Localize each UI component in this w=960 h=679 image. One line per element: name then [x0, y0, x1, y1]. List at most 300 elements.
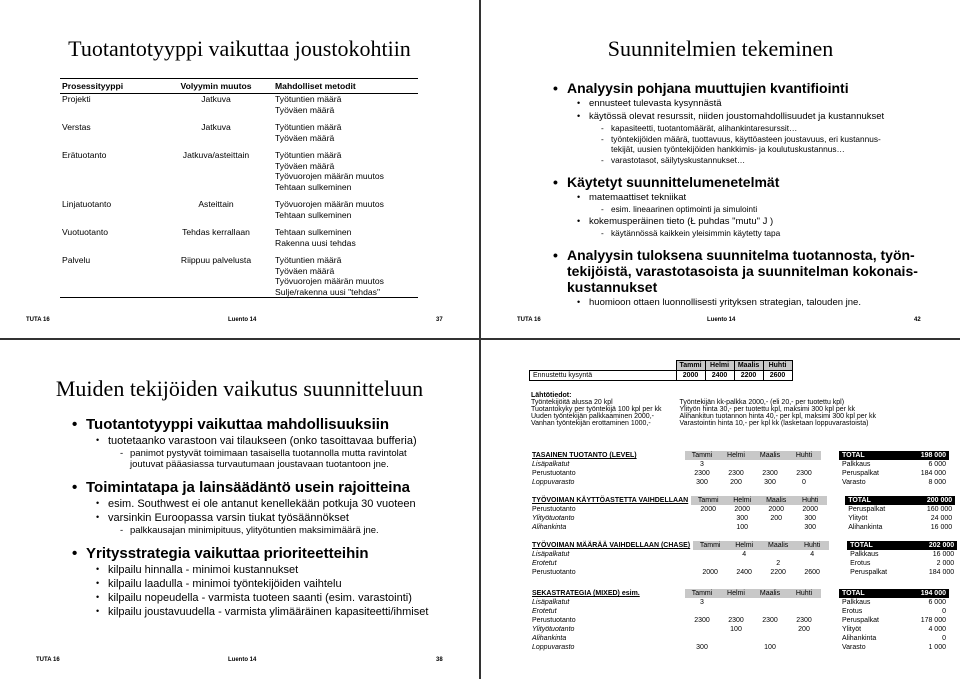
total-value: 194 000 [903, 589, 949, 598]
method-cell: Työvuorojen määrän muutos [275, 276, 384, 286]
bullet-level-2 [553, 98, 953, 109]
strategy-row [529, 460, 949, 469]
demand-value: 2000 [676, 371, 705, 381]
process-type-cell [60, 133, 159, 144]
strategy-title: TYÖVOIMAN MÄÄRÄÄ VAIHDELLAAN (CHASE) [532, 542, 691, 549]
footer-page: 42 [914, 317, 921, 323]
row-value [753, 598, 787, 607]
volume-change-cell [159, 105, 273, 116]
month-header: Tammi [691, 496, 725, 505]
strategy-block [529, 589, 949, 652]
footer-course: TUTA 16 [36, 657, 60, 663]
month-header: Tammi [693, 541, 727, 550]
row-value: 300 [696, 644, 708, 651]
row-value: 2400 [736, 569, 752, 576]
strategy-title: SEKASTRATEGIA (MIXED) esim. [532, 590, 640, 597]
volume-change-cell [159, 287, 273, 298]
bullet-text: Tuotantotyyppi vaikuttaa mahdollisuuksiin [86, 416, 390, 433]
cost-label: Erotus [842, 608, 863, 615]
total-value: 200 000 [909, 496, 955, 505]
bullet-text-cont: tekijät, uusien työntekijöiden hankkimis- ja koulutuskustannus… [611, 144, 845, 154]
row-value [795, 559, 829, 568]
method-cell: Työvuorojen määrän muutos [275, 199, 384, 209]
process-type-cell: Projekti [62, 94, 91, 104]
start-data-line: Alihankitun tuotannon hinta 40,- per kpl, maksimi 300 kpl per kk [679, 413, 876, 420]
cost-value: 184 000 [920, 470, 946, 477]
volume-change-cell [159, 276, 273, 287]
table-row [60, 210, 418, 221]
strategy-row [529, 478, 949, 487]
volume-change-cell: Asteittain [198, 199, 234, 209]
row-value: 4 [742, 551, 747, 558]
method-cell: Työtuntien määrä [275, 94, 342, 104]
row-value [685, 607, 719, 616]
volume-change-cell: Jatkuva [201, 122, 231, 132]
bullet-text: Analyysin tuloksena suunnitelma tuotannosta, työn- [567, 247, 915, 263]
bullet-level-3 [72, 448, 472, 470]
cost-label: Alihankinta [842, 635, 877, 642]
row-label: Ylityötuotanto [532, 626, 575, 633]
volume-change-cell [159, 133, 273, 144]
demand-value: 2200 [734, 371, 763, 381]
process-type-cell: Linjatuotanto [62, 199, 112, 209]
start-data-line: Ylityön hinta 30,- per tuotettu kpl, maksimi 300 kpl per kk [679, 406, 855, 413]
row-value: 2300 [796, 470, 812, 477]
month-header: Helmi [705, 361, 734, 371]
row-value: 2000 [700, 506, 716, 513]
total-label: TOTAL [847, 541, 911, 550]
method-cell: Työväen määrä [275, 104, 335, 115]
footer-lecture: Luento 14 [707, 317, 736, 323]
bullet-level-2 [72, 606, 472, 618]
process-type-cell [60, 171, 159, 182]
row-label: Lisäpalkatut [532, 461, 570, 468]
month-header: Maalis [759, 496, 793, 505]
bullet-level-1 [72, 416, 472, 433]
volume-change-cell [159, 161, 273, 172]
demand-value: 2400 [705, 371, 734, 381]
start-data-line: Työntekijän kk-palkka 2000,- (eli 20,- per tuotettu kpl) [679, 399, 845, 406]
bullet-text: ennusteet tulevasta kysynnästä [589, 98, 722, 109]
row-value [753, 625, 787, 634]
total-label: TOTAL [845, 496, 909, 505]
footer-page: 37 [436, 317, 443, 323]
start-data-line: Varastointin hinta 10,- per kpl kk (lasketaan loppuvarastoista) [679, 420, 869, 427]
start-data-line: Uuden työntekijän palkkaaminen 2000,- [531, 413, 654, 420]
row-value [685, 625, 719, 634]
method-cell: Työtuntien määrä [275, 255, 342, 265]
row-label: Perustuotanto [532, 506, 576, 513]
strategy-row [529, 505, 955, 514]
footer-lecture: Luento 14 [228, 317, 257, 323]
bullet-text: käytännössä kaikkein yleisimmin käytetty tapa [611, 228, 781, 238]
volume-change-cell: Jatkuva [201, 94, 231, 104]
cost-value: 16 000 [930, 524, 953, 531]
strategy-row [529, 514, 955, 523]
cost-value: 4 000 [928, 626, 946, 633]
bullet-level-2 [553, 216, 953, 227]
table-row [60, 182, 418, 193]
bullet-text-cont: tekijöistä, varastotasoista ja suunnitelman kokonais- [567, 263, 918, 279]
row-label: Alihankinta [532, 635, 567, 642]
volume-change-cell [159, 238, 273, 249]
cost-label: Palkkaus [850, 551, 879, 558]
volume-change-cell: Tehdas kerrallaan [182, 227, 250, 237]
volume-change-cell: Riippuu palvelusta [180, 255, 252, 265]
cost-label: Ylityöt [842, 626, 862, 633]
process-type-cell [60, 105, 159, 116]
table-row [60, 133, 418, 144]
row-value: 200 [798, 626, 810, 633]
row-label: Loppuvarasto [532, 479, 575, 486]
strategy-row [529, 559, 957, 568]
table-row [60, 105, 418, 116]
bullet-text: käytössä olevat resurssit, niiden joustomahdollisuudet ja kustannukset [589, 111, 885, 122]
bullet-level-2 [72, 564, 472, 576]
strategy-row [529, 568, 957, 577]
row-value [787, 643, 821, 652]
row-label: Ylityötuotanto [532, 515, 575, 522]
table-row [60, 287, 418, 298]
cost-value: 178 000 [920, 617, 946, 624]
row-value: 2300 [728, 470, 744, 477]
bullet-text: panimot pystyvät toimimaan tasaisella tuotannolla mutta ravintolat [130, 448, 407, 459]
footer-lecture: Luento 14 [228, 657, 257, 663]
month-header: Maalis [761, 541, 795, 550]
cost-label: Varasto [842, 479, 866, 486]
volume-change-cell [159, 210, 273, 221]
bullet-level-2 [72, 498, 472, 510]
cost-value: 2 000 [936, 560, 955, 567]
cost-label: Peruspalkat [848, 506, 886, 513]
start-data-line: Tuotantokyky per työntekijä 100 kpl per kk [531, 406, 662, 413]
month-header: Tammi [676, 361, 705, 371]
row-label: Perustuotanto [532, 569, 576, 576]
process-type-cell [60, 210, 159, 221]
month-header: Maalis [753, 589, 787, 598]
bullet-level-3 [553, 123, 953, 133]
strategy-block [529, 451, 949, 487]
cost-label: Ylityöt [848, 515, 868, 522]
row-value [693, 559, 727, 568]
process-type-cell [60, 238, 159, 249]
strategy-block [529, 541, 957, 577]
bullet-text: kapasiteetti, tuotantomäärät, alihankintaresurssit… [611, 123, 798, 133]
row-value: 100 [736, 524, 749, 531]
cost-value: 6 000 [928, 599, 946, 606]
total-label: TOTAL [839, 451, 903, 460]
method-cell: Työväen määrä [275, 265, 335, 276]
row-value [691, 514, 725, 523]
row-value: 2000 [734, 506, 750, 513]
bullet-level-2 [553, 111, 953, 122]
col-header: Volyymin muutos [159, 79, 273, 94]
cost-label: Palkkaus [842, 599, 871, 606]
bullet-text: matemaattiset tekniikat [589, 192, 687, 203]
row-value: 4 [810, 551, 815, 558]
bullet-level-3 [72, 525, 472, 536]
month-header: Huhti [763, 361, 792, 371]
cost-value: 0 [942, 635, 946, 642]
cost-value: 1 000 [928, 644, 946, 651]
row-value: 2300 [796, 617, 812, 624]
method-cell: Työtuntien määrä [275, 122, 342, 132]
month-header: Huhti [787, 589, 821, 598]
slide-3 [0, 340, 479, 679]
bullet-level-2 [553, 297, 953, 308]
row-value: 300 [804, 515, 817, 522]
slide-2-bullets [553, 76, 953, 308]
strategy-block [529, 496, 955, 532]
volume-change-cell [159, 266, 273, 277]
cost-label: Alihankinta [848, 524, 883, 531]
slide-1-title: Tuotantotyyppi vaikuttaa joustokohtiin [68, 36, 411, 61]
bullet-level-2 [72, 512, 472, 524]
row-label: Alihankinta [532, 524, 567, 531]
cost-value: 16 000 [932, 551, 955, 558]
method-cell: Tehtaan sulkeminen [275, 209, 352, 220]
bullet-text: esim. lineaarinen optimointi ja simulointi [611, 204, 758, 214]
table-row [60, 143, 418, 161]
row-label: Lisäpalkatut [532, 551, 570, 558]
volume-change-cell: Jatkuva/asteittain [182, 150, 250, 160]
row-value: 2300 [728, 617, 744, 624]
slide-2-title: Suunnitelmien tekeminen [607, 36, 834, 61]
table-row [60, 266, 418, 277]
process-type-cell: Vuotuotanto [62, 227, 109, 237]
row-value [719, 607, 753, 616]
demand-value: 2600 [763, 371, 792, 381]
bullet-text: huomioon ottaen luonnollisesti yrityksen strategian, talouden jne. [589, 297, 861, 308]
bullet-text-cont: joutuvat pääasiassa turvautumaan joustavaan tuotantoon jne. [130, 459, 389, 470]
process-type-cell: Erätuotanto [62, 150, 107, 160]
row-value: 300 [804, 524, 817, 531]
slide-2 [481, 0, 960, 338]
table-row [60, 115, 418, 133]
cost-label: Palkkaus [842, 461, 871, 468]
process-type-cell [60, 287, 159, 298]
start-data-line: Työntekijöitä alussa 20 kpl [531, 399, 613, 406]
bullet-level-1 [72, 479, 472, 496]
bullet-text: kilpailu laadulla - minimoi työntekijöiden vaihtelu [108, 578, 342, 590]
process-table [60, 78, 418, 298]
table-row [60, 238, 418, 249]
row-value: 100 [764, 644, 776, 651]
bullet-level-1 [72, 545, 472, 562]
method-cell: Rakenna uusi tehdas [275, 237, 356, 248]
bullet-level-2 [553, 192, 953, 203]
cost-value: 8 000 [928, 479, 946, 486]
total-value: 198 000 [903, 451, 949, 460]
table-row [60, 171, 418, 182]
cost-value: 24 000 [930, 515, 953, 522]
row-value: 200 [730, 479, 742, 486]
strategy-row [529, 550, 957, 559]
table-row [60, 161, 418, 172]
cost-value: 6 000 [928, 461, 946, 468]
method-cell: Tehtaan sulkeminen [275, 181, 352, 192]
bullet-text: Yritysstrategia vaikuttaa prioriteetteihin [86, 545, 369, 562]
bullet-text: Toimintatapa ja lainsäädäntö usein rajoitteina [86, 479, 410, 496]
row-value [719, 643, 753, 652]
row-value [787, 607, 821, 616]
strategy-row [529, 598, 949, 607]
bullet-text: varastotasot, säilytyskustannukset… [611, 155, 746, 165]
bullet-level-3 [553, 134, 953, 154]
slide-1 [0, 0, 479, 338]
table-row [60, 248, 418, 266]
method-cell: Työväen määrä [275, 160, 335, 171]
row-value: 2000 [702, 569, 718, 576]
row-value [719, 460, 753, 469]
bullet-text: Käytetyt suunnittelumenetelmät [567, 174, 780, 190]
process-type-cell: Verstas [62, 122, 91, 132]
bullet-level-1 [553, 247, 953, 295]
footer-course: TUTA 16 [26, 317, 50, 323]
process-table-header [60, 79, 418, 94]
cost-label: Varasto [842, 644, 866, 651]
row-value: 2300 [762, 617, 778, 624]
month-header: Helmi [719, 451, 753, 460]
row-value [727, 559, 761, 568]
total-label: TOTAL [839, 589, 903, 598]
row-value: 2000 [768, 506, 784, 513]
bullet-level-3 [553, 228, 953, 238]
process-type-cell [60, 266, 159, 277]
month-header: Helmi [719, 589, 753, 598]
strategy-row [529, 469, 949, 478]
month-header: Helmi [727, 541, 761, 550]
demand-label: Ennustettu kysyntä [530, 371, 677, 381]
strategy-row [529, 523, 955, 532]
row-value: 100 [730, 626, 742, 633]
bullet-text: työntekijöiden määrä, tuottavuus, käyttöasteen joustavuus, eri kustannus- [611, 134, 881, 144]
row-value [753, 460, 787, 469]
table-row [60, 94, 418, 105]
row-label: Perustuotanto [532, 617, 576, 624]
strategy-row [529, 643, 949, 652]
table-row [60, 276, 418, 287]
row-value: 2 [776, 560, 781, 567]
row-value [753, 607, 787, 616]
process-type-cell [60, 161, 159, 172]
row-label: Erotetut [532, 608, 557, 615]
month-header: Huhti [787, 451, 821, 460]
bullet-text: kilpailu hinnalla - minimoi kustannukset [108, 564, 299, 576]
row-value: 200 [770, 515, 783, 522]
start-data-line: Vanhan työntekijän erottaminen 1000,- [531, 420, 651, 427]
col-header: Prosessityyppi [60, 79, 159, 94]
method-cell: Sulje/rakenna uusi "tehdas" [273, 287, 418, 298]
total-value: 202 000 [911, 541, 957, 550]
month-header: Huhti [793, 496, 827, 505]
volume-change-cell [159, 182, 273, 193]
process-type-cell: Palvelu [62, 255, 91, 265]
row-label: Loppuvarasto [532, 644, 575, 651]
strategy-row [529, 634, 949, 643]
bullet-text: palkkausajan minimipituus, ylityötuntien maksimimäärä jne. [130, 525, 379, 536]
slide-4-spreadsheet [481, 340, 960, 679]
volume-change-cell [159, 171, 273, 182]
strategy-title: TYÖVOIMAN KÄYTTÖASTETTA VAIHDELLAAN [532, 497, 689, 504]
row-value: 2600 [804, 569, 820, 576]
row-value: 2300 [694, 617, 710, 624]
start-data-title: Lähtötiedot: [531, 392, 572, 399]
bullet-level-1 [553, 174, 953, 190]
strategy-row [529, 616, 949, 625]
row-label: Erotetut [532, 560, 557, 567]
row-value [693, 550, 727, 559]
row-value: 3 [700, 461, 704, 468]
row-value: 2200 [770, 569, 786, 576]
process-type-cell [60, 276, 159, 287]
footer-course: TUTA 16 [517, 317, 541, 323]
cost-value: 0 [942, 608, 946, 615]
start-data [531, 392, 876, 427]
bullet-level-3 [553, 204, 953, 214]
strategy-row [529, 625, 949, 634]
bullet-text: Analyysin pohjana muuttujien kvantifiointi [567, 80, 849, 96]
row-value: 0 [802, 479, 806, 486]
month-header: Maalis [753, 451, 787, 460]
bullet-level-3 [553, 155, 953, 165]
bullet-text: kilpailu nopeudella - varmista tuoteen saanti (esim. varastointi) [108, 592, 412, 604]
bullet-text: kilpailu joustavuudella - varmista ylimääräinen kapasiteetti/ihmiset [108, 606, 429, 618]
row-label: Lisäpalkatut [532, 599, 570, 606]
col-header: Mahdolliset metodit [273, 79, 418, 94]
row-value [719, 634, 753, 643]
table-row [60, 220, 418, 238]
row-value: 300 [764, 479, 776, 486]
method-cell: Tehtaan sulkeminen [275, 227, 352, 237]
bullet-level-2 [72, 592, 472, 604]
row-label: Perustuotanto [532, 470, 576, 477]
row-value [685, 634, 719, 643]
cost-label: Peruspalkat [842, 617, 879, 624]
month-header: Huhti [795, 541, 829, 550]
row-value [787, 634, 821, 643]
bullet-level-2 [72, 578, 472, 590]
row-value [787, 460, 821, 469]
row-value [787, 598, 821, 607]
row-value [761, 550, 795, 559]
strategy-row [529, 607, 949, 616]
footer-page: 38 [436, 657, 443, 663]
month-header: Maalis [734, 361, 763, 371]
row-value [759, 523, 793, 532]
row-value [719, 598, 753, 607]
process-type-cell [60, 182, 159, 193]
cost-label: Erotus [850, 560, 871, 567]
row-value: 300 [696, 479, 708, 486]
row-value: 2300 [762, 470, 778, 477]
cost-value: 184 000 [928, 569, 955, 576]
row-value [691, 523, 725, 532]
strategy-title: TASAINEN TUOTANTO (LEVEL) [532, 452, 637, 459]
bullet-text-cont: kustannukset [567, 279, 658, 295]
row-value: 300 [736, 515, 749, 522]
method-cell: Työvuorojen määrän muutos [275, 171, 384, 181]
method-cell: Työväen määrä [275, 132, 335, 143]
row-value: 3 [700, 599, 704, 606]
row-value: 2000 [802, 506, 818, 513]
slide-3-bullets [72, 412, 472, 618]
bullet-text: varsinkin Euroopassa varsin tiukat työsäännökset [108, 512, 349, 524]
bullet-text: esim. Southwest ei ole antanut kenellekään potkuja 30 vuoteen [108, 498, 416, 510]
bullet-text: kokemusperäinen tieto (Ł puhdas "mutu" J ) [589, 216, 774, 227]
month-header: Tammi [685, 451, 719, 460]
month-header: Tammi [685, 589, 719, 598]
